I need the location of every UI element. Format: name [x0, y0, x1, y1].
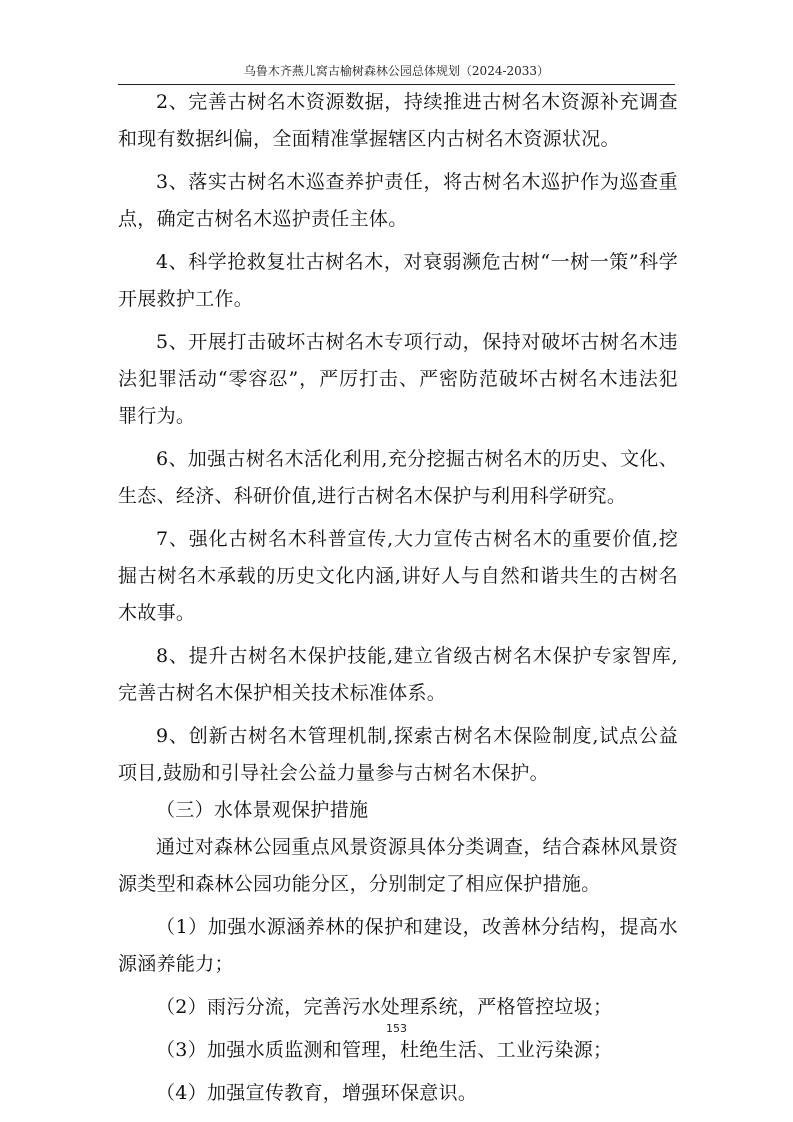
paragraph-item-9: 9、创新古树名木管理机制,探索古树名木保险制度,试点公益项目,鼓励和引导社会公益力量参与古树名木保护。: [118, 725, 678, 784]
paragraph-item-3: 3、落实古树名木巡查养护责任，将古树名木巡护作为巡查重点，确定古树名木巡护责任主体。: [118, 171, 678, 230]
paragraph-item-8: 8、提升古树名木保护技能,建立省级古树名木保护专家智库,完善古树名木保护相关技术标准体系。: [118, 645, 678, 704]
page-number: 153: [386, 1022, 407, 1035]
document-body: [118, 84, 678, 1112]
paragraph-item-2: 2、完善古树名木资源数据，持续推进古树名木资源补充调查和现有数据纠偏，全面精准掌握辖区内古树名木资源状况。: [118, 91, 678, 150]
section-heading: （三）水体景观保护措施: [156, 799, 369, 821]
paragraph-item-6: 6、加强古树名木活化利用,充分挖掘古树名木的历史、文化、生态、经济、科研价值,进行古树名木保护与利用科学研究。: [118, 448, 678, 507]
measure-item-2: （2）雨污分流，完善污水处理系统，严格管控垃圾；: [156, 996, 613, 1018]
measure-item-4: （4）加强宣传教育，增强环保意识。: [156, 1082, 478, 1104]
paragraph-item-7: 7、强化古树名木科普宣传,大力宣传古树名木的重要价值,挖掘古树名木承载的历史文化内涵,讲好人与自然和谐共生的古树名木故事。: [118, 528, 678, 624]
section-intro: 通过对森林公园重点风景资源具体分类调查，结合森林风景资源类型和森林公园功能分区，分别制定了相应保护措施。: [118, 836, 678, 895]
paragraph-item-5: 5、开展打击破坏古树名木专项行动，保持对破坏古树名木违法犯罪活动“零容忍”，严厉打击、严密防范破坏古树名木违法犯罪行为。: [118, 331, 678, 427]
page-header: [118, 62, 675, 85]
paragraph-item-4: 4、科学抢救复壮古树名木，对衰弱濒危古树“一树一策”科学开展救护工作。: [118, 251, 678, 310]
measure-item-3: （3）加强水质监测和管理，杜绝生活、工业污染源；: [156, 1039, 613, 1061]
document-title: 乌鲁木齐燕儿窝古榆树森林公园总体规划（2024-2033）: [243, 64, 550, 78]
measure-item-1: （1）加强水源涵养林的保护和建设，改善林分结构，提高水源涵养能力；: [118, 916, 678, 975]
